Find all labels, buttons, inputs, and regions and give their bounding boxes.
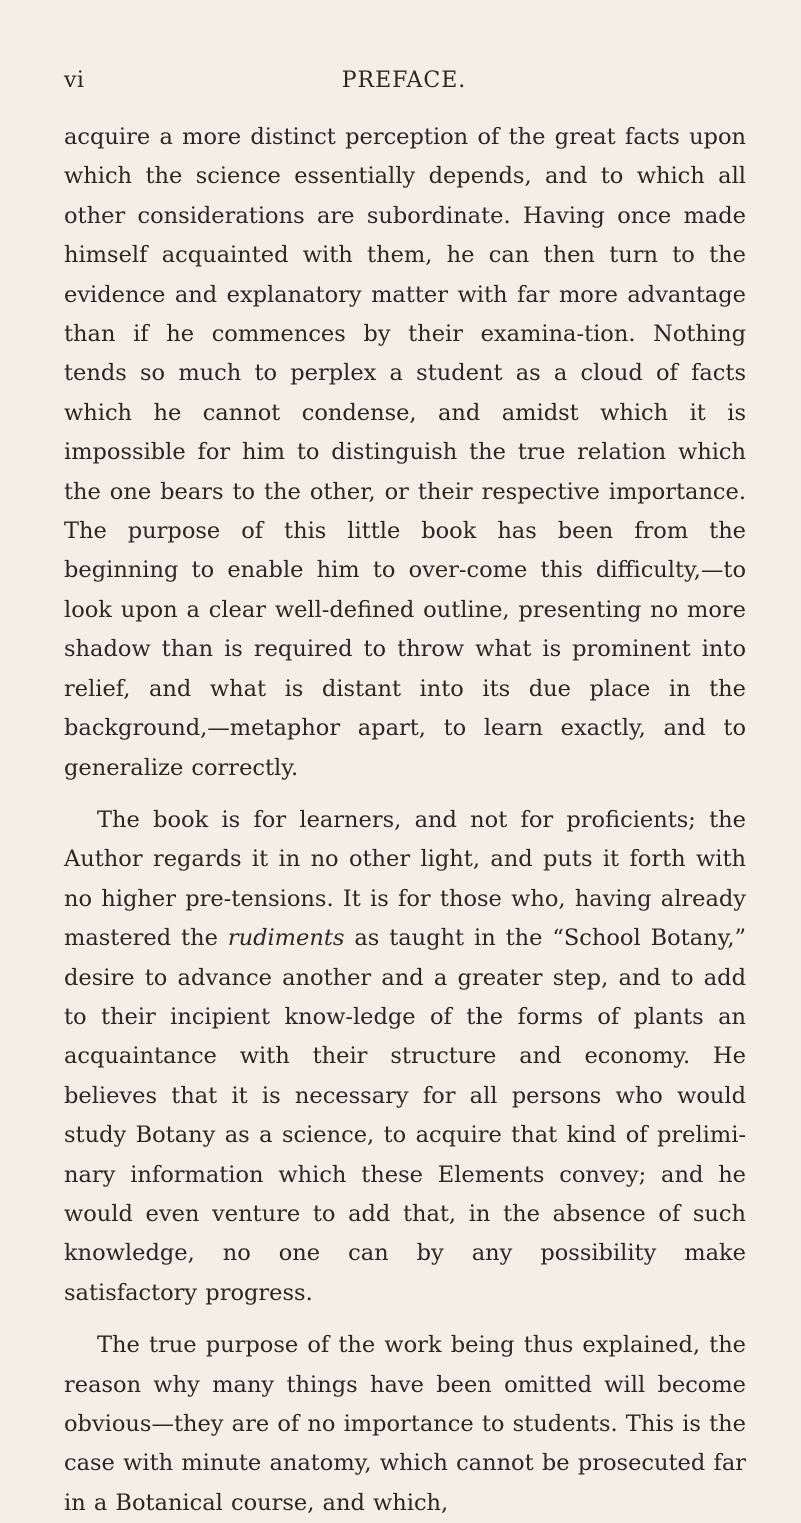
paragraph-2-text-start: The book is for learners, and not for proficients; the Author regards it in no other light, and puts it forth with no higher pre-tensions. It is for those who, having already mastered the — [64, 806, 746, 952]
running-title: PREFACE. — [341, 68, 467, 93]
page-number: vi — [64, 68, 85, 93]
paragraph-3 — [64, 1326, 746, 1523]
page-header — [64, 68, 744, 108]
paragraph-1 — [64, 118, 746, 788]
paragraph-2-text-end: as taught in the “School Botany,” desire to advance another and a greater step, and to add to their incipient know-ledge of the forms of plants an acquaintance with their structure and economy. He believes that it is necessary for all persons who would study Botany as a science, to acquire that kind of prelimi-nary information which these Elements convey; and he would even venture to add that, in the absence of such knowledge, no one can by any possibility make satisfactory progress. — [64, 925, 746, 1306]
paragraph-1-text: acquire a more distinct perception of the great facts upon which the science essentially depends, and to which all other considerations are subordinate. Having once made himself acquainted with them, he can then turn to the evidence and explanatory matter with far more advantage than if he commences by their examina-tion. Nothing tends so much to perplex a student as a cloud of facts which he cannot condense, and amidst which it is impossible for him to distinguish the true relation which the one bears to the other, or their respective importance. The purpose of this little book has been from the beginning to enable him to over-come this difficulty,—to look upon a clear well-defined outline, presenting no more shadow than is required to throw what is prominent into relief, and what is distant into its due place in the background,—metaphor apart, to learn exactly, and to generalize correctly. — [64, 124, 746, 781]
paragraph-3-text: The true purpose of the work being thus explained, the reason why many things have been omitted will become obvious—they are of no importance to students. This is the case with minute anatomy, which cannot be prosecuted far in a Botanical course, and which, — [64, 1332, 746, 1516]
paragraph-2-italic-term: rudiments — [227, 925, 345, 952]
paragraph-2 — [64, 801, 746, 1313]
page-body — [64, 118, 746, 1523]
